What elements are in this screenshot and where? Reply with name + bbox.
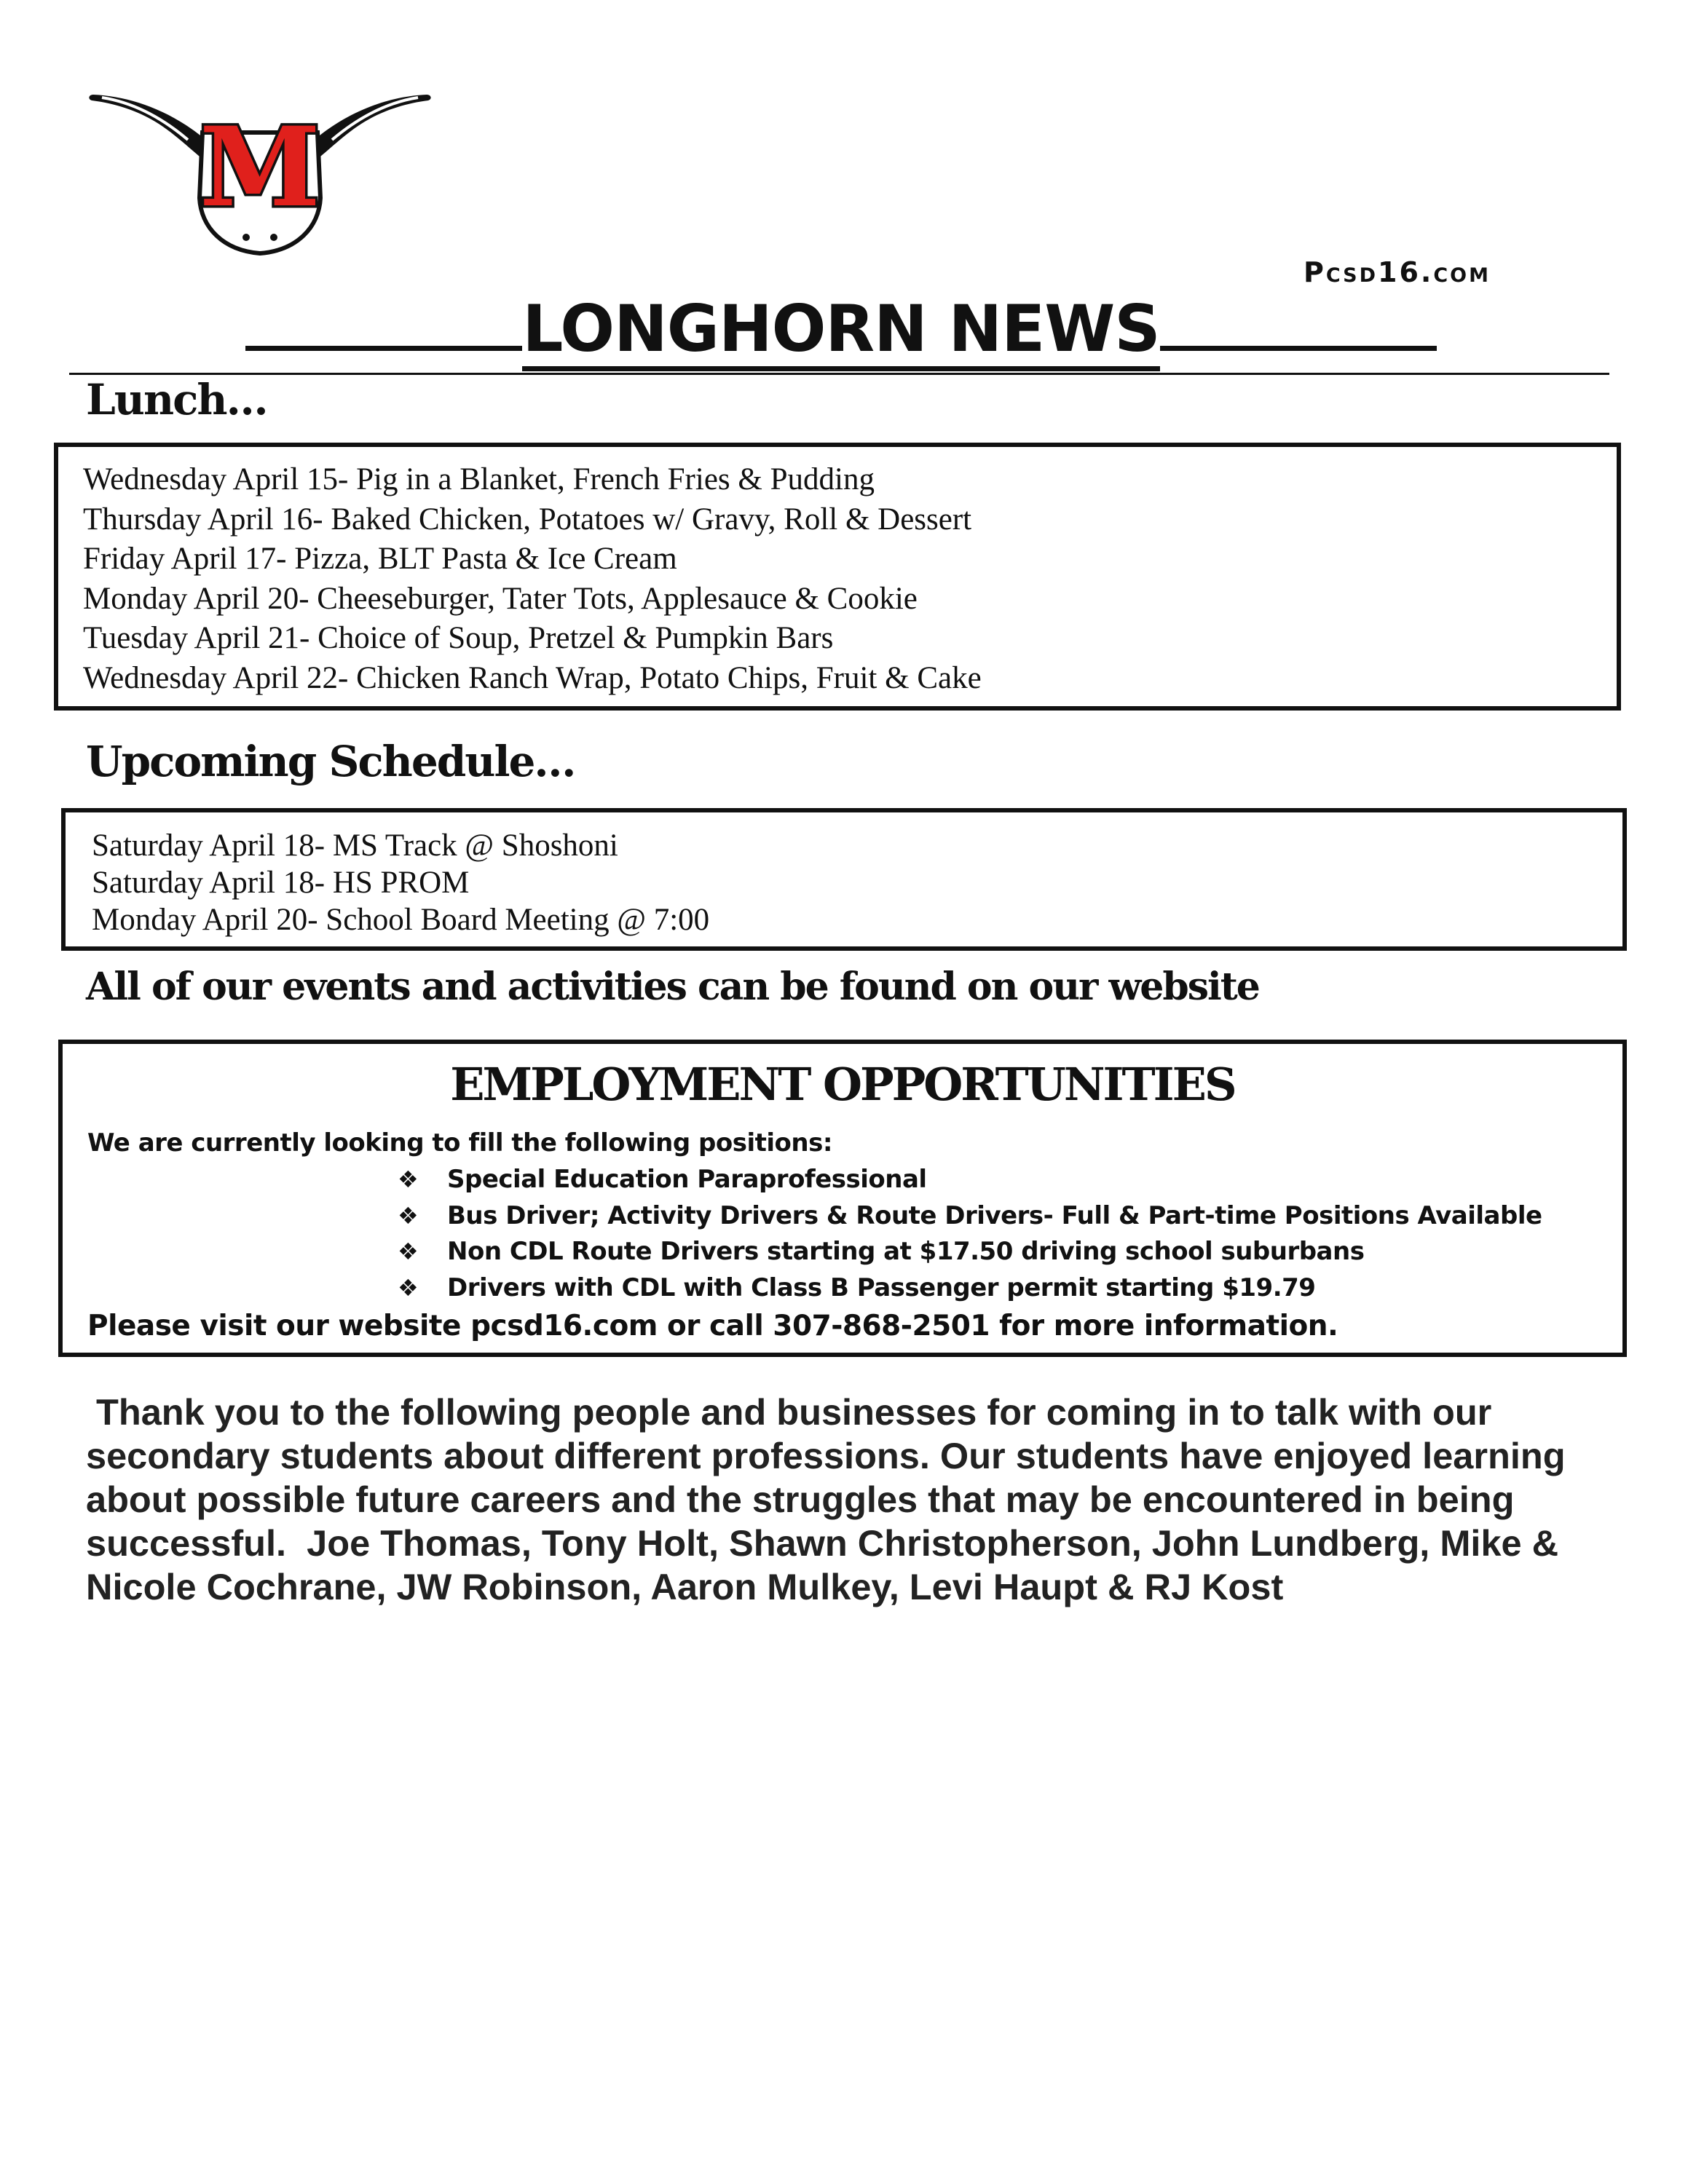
menu-item: Friday April 17- Pizza, BLT Pasta & Ice Cream [83, 542, 677, 576]
diamond-bullet-icon: ❖ [398, 1166, 419, 1193]
schedule-item: Saturday April 18- HS PROM [92, 866, 470, 900]
position-label: Bus Driver; Activity Drivers & Route Drivers- Full & Part-time Positions Available [447, 1200, 1542, 1230]
diamond-bullet-icon: ❖ [398, 1273, 419, 1302]
masthead-rule-right [1160, 339, 1437, 351]
menu-item: Thursday April 16- Baked Chicken, Potatoes w/ Gravy, Roll & Dessert [83, 502, 972, 537]
position-item [398, 1162, 1622, 1198]
position-label: Non CDL Route Drivers starting at $17.50 driving school suburbans [447, 1237, 1365, 1266]
newsletter-masthead [211, 291, 1471, 367]
lunch-heading: Lunch… [86, 375, 267, 424]
schedule-item: Saturday April 18- MS Track @ Shoshoni [92, 828, 618, 863]
schedule-box [61, 808, 1627, 951]
diamond-bullet-icon: ❖ [398, 1201, 419, 1230]
employment-box [58, 1040, 1627, 1357]
employment-intro: We are currently looking to fill the following positions: [87, 1128, 832, 1158]
position-item [398, 1270, 1622, 1307]
menu-item: Wednesday April 15- Pig in a Blanket, French Fries & Pudding [83, 462, 875, 496]
header-divider [69, 373, 1609, 375]
menu-item: Wednesday April 22- Chicken Ranch Wrap, Potato Chips, Fruit & Cake [83, 660, 982, 695]
menu-item: Monday April 20- Cheeseburger, Tater Tots, Applesauce & Cookie [83, 581, 918, 616]
longhorn-horns [89, 95, 210, 160]
position-label: Special Education Paraprofessional [447, 1165, 927, 1194]
position-label: Drivers with CDL with Class B Passenger permit starting $19.79 [447, 1273, 1316, 1302]
diamond-bullet-icon: ❖ [398, 1238, 419, 1265]
thanks-paragraph: Thank you to the following people and businesses for coming in to talk with our secondary students about different professions. Our students have enjoyed learning about possible future careers and the struggles that may be encountered in being successful. Joe Thomas, Tony Holt, Shawn Christopherson, John Lundberg, Mike & Nicole Cochrane, JW Robinson, Aaron Mulkey, Levi Haupt & RJ Kost [86, 1391, 1576, 1607]
schedule-item: Monday April 20- School Board Meeting @ 7:00 [92, 903, 710, 937]
masthead-rule-left [245, 339, 522, 351]
menu-item: Tuesday April 21- Choice of Soup, Pretzel & Pumpkin Bars [83, 621, 834, 655]
website-url[interactable]: Pcsd16.com [1304, 256, 1491, 288]
employment-title: EMPLOYMENT OPPORTUNITIES [450, 1058, 1235, 1111]
position-item [398, 1234, 1622, 1270]
employment-contact: Please visit our website pcsd16.com or call 307-868-2501 for more information. [87, 1310, 1338, 1342]
positions-list [87, 1162, 1622, 1306]
schedule-heading: Upcoming Schedule… [86, 737, 575, 786]
position-item [398, 1198, 1622, 1235]
lunch-menu-box [54, 443, 1621, 711]
longhorn-logo [86, 82, 434, 256]
logo-letter: M [199, 103, 321, 232]
newsletter-title: LONGHORN NEWS [522, 291, 1159, 371]
website-note: All of our events and activities can be found on our website [86, 965, 1259, 1009]
